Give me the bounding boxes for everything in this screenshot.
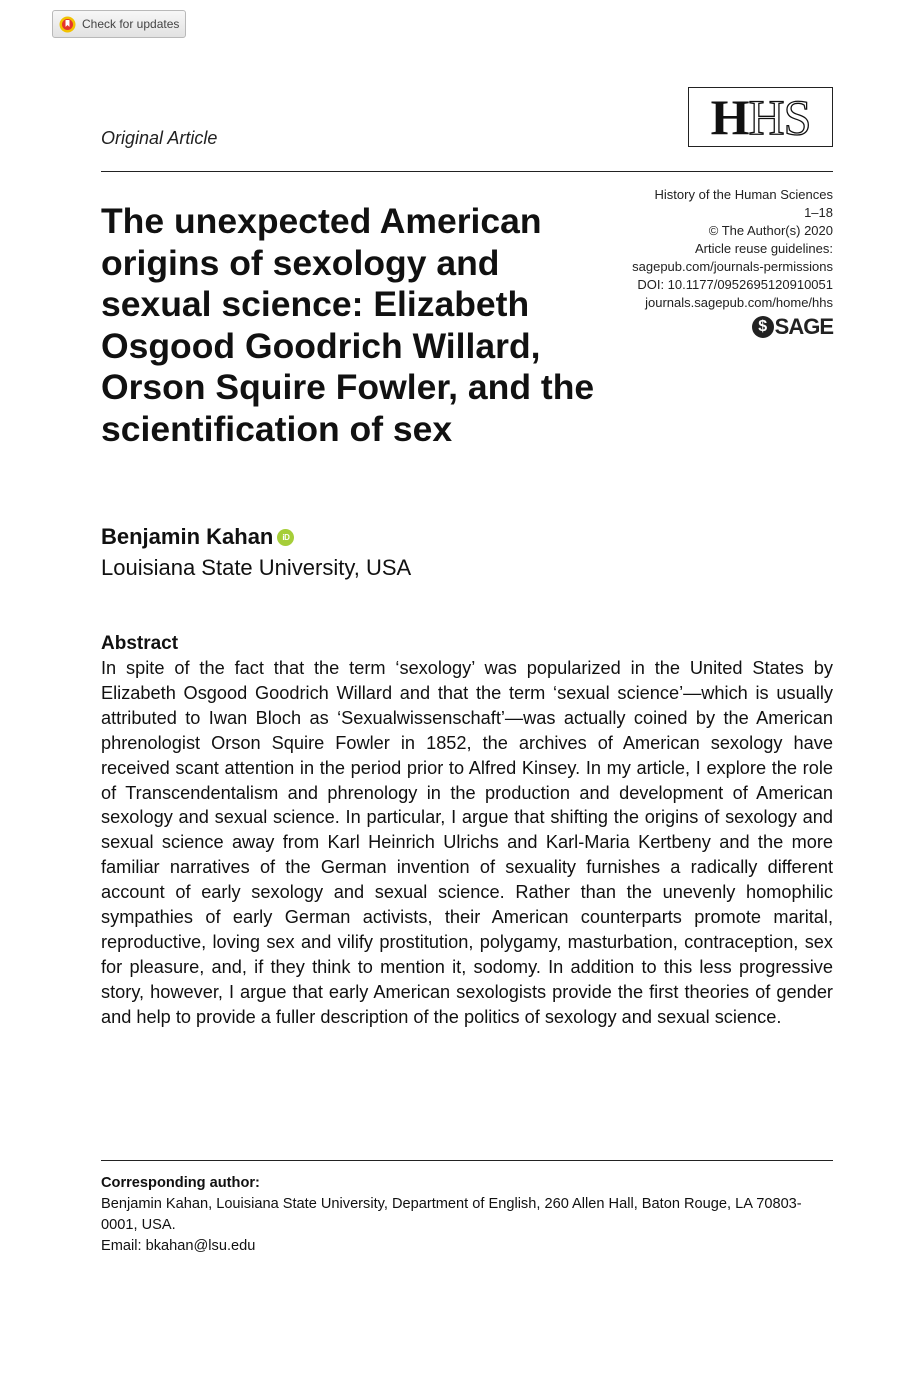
doi[interactable]: DOI: 10.1177/0952695120910051 <box>637 277 833 292</box>
article-title: The unexpected American origins of sexology and sexual science: Elizabeth Osgood Goodrich Willard, Orson Squire Fowler, and the scientification of sex <box>101 201 595 449</box>
header-divider <box>101 171 833 172</box>
page-range: 1–18 <box>804 205 833 220</box>
corresponding-author <box>101 1173 833 1257</box>
journal-meta <box>573 186 833 312</box>
abstract-text: In spite of the fact that the term ‘sexology’ was popularized in the United States by Elizabeth Osgood Goodrich Willard and that the term ‘sexual science’—which is usually attributed to Iwan Bloch as ‘Sexualwissenschaft’—was actually coined by the American phrenologist Orson Squire Fowler in 1852, the archives of American sexology have received scant attention in the period prior to Alfred Kinsey. In my article, I explore the role of Transcendentalism and phrenology in the production and development of American sexology and sexual science. In particular, I argue that shifting the origins of sexology and sexual science away from Karl Heinrich Ulrichs and Karl-Maria Kertbeny and the more familiar narratives of the German invention of sexuality furnishes a radically different account of early sexology and sexual science. Rather than the unevenly homophilic sympathies of early German activists, their American counterparts promote marital, reproductive, loving sex and vilify prostitution, polygamy, masturbation, contraception, sex for pleasure, and, if they think to mention it, sodomy. In addition to this less progressive story, however, I argue that early American sexologists provide the first theories of gender and help to provide a fuller description of the politics of sexology and sexual science. <box>101 658 833 1027</box>
abstract-heading: Abstract <box>101 633 179 654</box>
check-for-updates-button[interactable] <box>52 10 186 38</box>
corresponding-author-email[interactable]: Email: bkahan@lsu.edu <box>101 1238 256 1254</box>
article-type: Original Article <box>101 128 218 148</box>
publisher-logo-text: SAGE <box>774 314 833 339</box>
journal-logo-outline: HS <box>748 89 811 145</box>
journal-logo-solid: H <box>710 89 749 145</box>
publisher-logo <box>752 314 833 340</box>
author-block <box>101 523 411 583</box>
author-name-text: Benjamin Kahan <box>101 524 274 549</box>
reuse-guidelines: Article reuse guidelines: <box>694 241 833 256</box>
sage-s-icon: $ <box>752 316 774 338</box>
orcid-icon[interactable]: iD <box>277 529 294 546</box>
abstract <box>101 631 833 1030</box>
journal-link[interactable]: journals.sagepub.com/home/hhs <box>645 295 833 310</box>
corresponding-author-address: Benjamin Kahan, Louisiana State University, Department of English, 260 Allen Hall, Baton Rouge, LA 70803-0001, USA. <box>101 1196 802 1233</box>
author-name <box>101 523 294 551</box>
footnote-divider <box>101 1160 833 1161</box>
journal-name: History of the Human Sciences <box>654 187 833 202</box>
check-for-updates-label: Check for updates <box>82 17 180 31</box>
journal-logo <box>688 87 833 147</box>
author-affiliation: Louisiana State University, USA <box>101 555 412 580</box>
check-for-updates-icon <box>59 16 76 33</box>
corresponding-author-heading: Corresponding author: <box>101 1175 260 1191</box>
copyright: © The Author(s) 2020 <box>708 223 833 238</box>
permissions-link[interactable]: sagepub.com/journals-permissions <box>632 259 833 274</box>
